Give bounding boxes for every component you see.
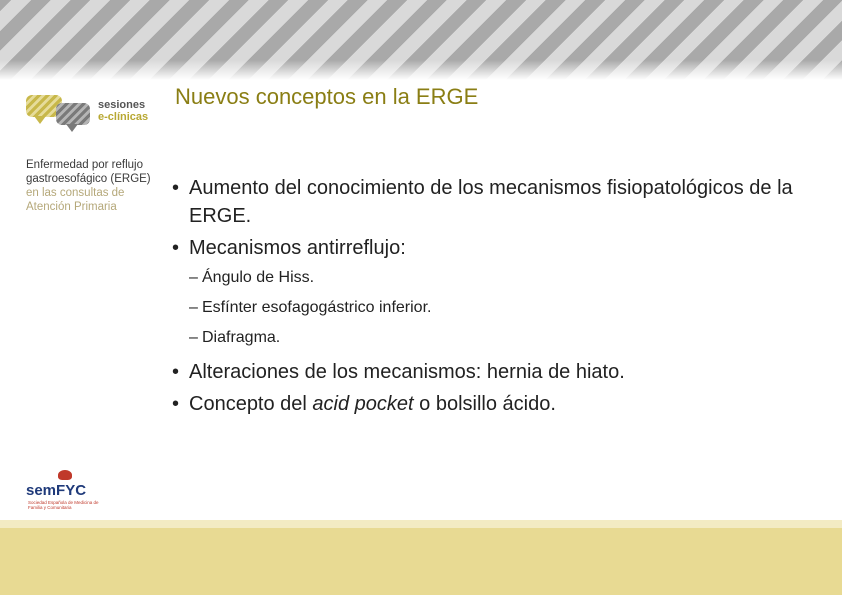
- slide-title: Nuevos conceptos en la ERGE: [175, 84, 479, 109]
- sidebar-title-line: en las consultas de: [26, 187, 125, 199]
- semfyc-subtitle: Sociedad Española de Medicina de Familia y Comunitaria: [28, 500, 99, 510]
- sesiones-eclinicas-logo: [26, 95, 156, 131]
- sub-bullet-text: Ángulo de Hiss.: [202, 269, 315, 286]
- footer-band-edge: [0, 520, 842, 528]
- footer-band: [0, 520, 842, 595]
- bullet-icon: •: [172, 393, 180, 415]
- logo-line-2: e-clínicas: [98, 111, 149, 123]
- bullet-text-post: o bolsillo ácido.: [413, 393, 556, 415]
- sub-bullet-item: [172, 328, 822, 348]
- sidebar-title-line: gastroesofágico (ERGE): [26, 173, 151, 185]
- bullet-text: Aumento del conocimiento de los mecanismos fisiopatológicos de la ERGE.: [189, 177, 793, 227]
- bullet-icon: •: [172, 237, 180, 259]
- sub-bullet-text: Esfínter esofagogástrico inferior.: [202, 299, 432, 316]
- bullet-icon: •: [172, 361, 180, 383]
- dash-icon: –: [189, 269, 198, 286]
- bullet-text: Alteraciones de los mecanismos: hernia de hiato.: [189, 361, 625, 383]
- semfyc-wordmark: [26, 482, 86, 499]
- bullet-text-pre: Concepto del: [189, 393, 313, 415]
- dash-icon: –: [189, 299, 198, 316]
- sub-bullet-text: Diafragma.: [202, 329, 281, 346]
- logo-line-1: sesiones: [98, 99, 146, 111]
- semfyc-emblem-icon: [58, 470, 72, 480]
- speech-bubble-gray-icon: [56, 103, 90, 125]
- semfyc-name-a: sem: [26, 482, 57, 499]
- bullet-text-italic: acid pocket: [312, 393, 414, 415]
- sidebar-course-title: [26, 158, 156, 214]
- logo-wordmark: [98, 99, 148, 123]
- sidebar-title-line: Atención Primaria: [26, 201, 117, 213]
- speech-bubble-tail-icon: [66, 124, 78, 132]
- dash-icon: –: [189, 329, 198, 346]
- sidebar-title-line: Enfermedad por reflujo: [26, 159, 143, 171]
- bullet-item: [172, 174, 822, 230]
- bullet-item: [172, 358, 822, 386]
- semfyc-name-b: FYC: [56, 482, 87, 499]
- bullet-item: [172, 390, 822, 418]
- speech-bubble-tail-icon: [34, 116, 46, 124]
- bullet-text: Mecanismos antirreflujo:: [189, 237, 406, 259]
- bullet-icon: •: [172, 177, 180, 199]
- sub-bullet-item: [172, 298, 822, 318]
- sub-bullet-item: [172, 268, 822, 288]
- slide-body: [172, 174, 822, 422]
- semfyc-logo: [26, 470, 106, 510]
- header-band-fade: [0, 60, 842, 80]
- bullet-item: [172, 234, 822, 262]
